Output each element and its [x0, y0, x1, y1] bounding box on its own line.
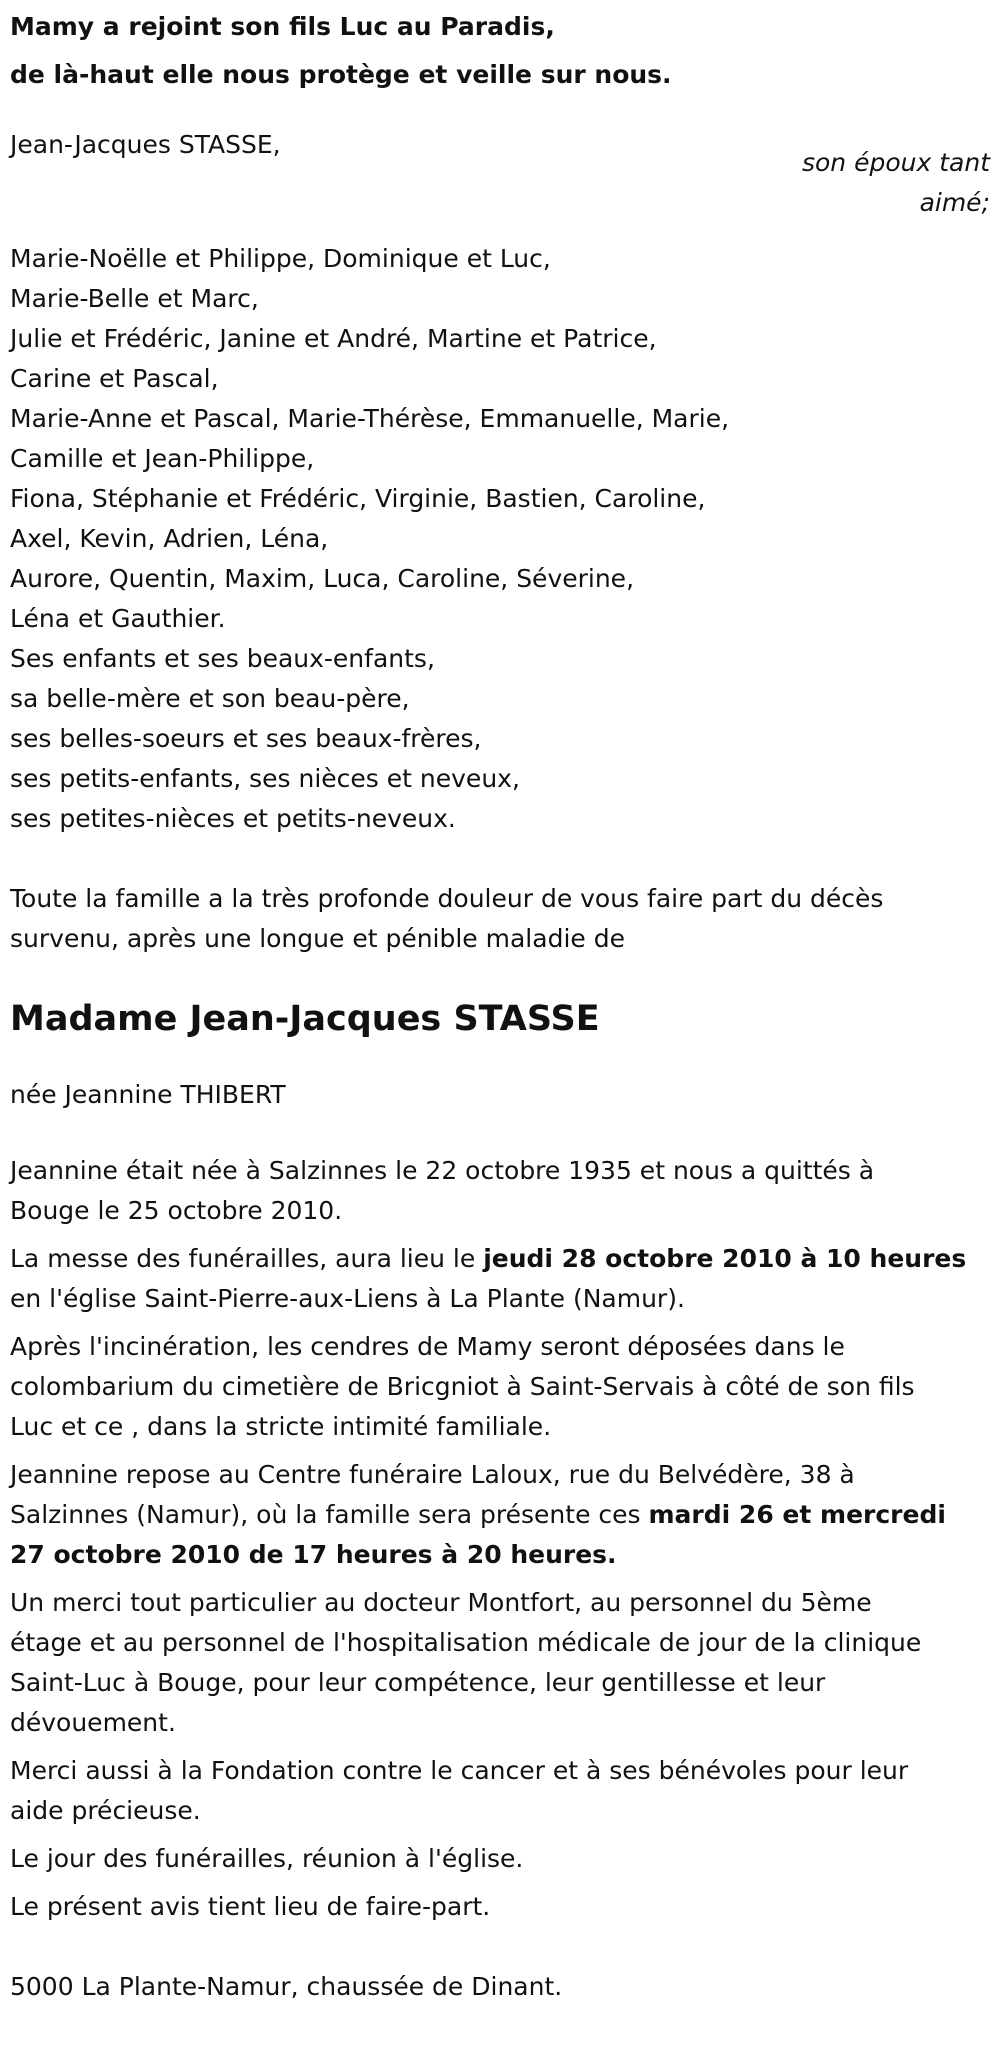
thanks-line-2: étage et au personnel de l'hospitalisation médicale de jour de la clinique [10, 1628, 922, 1657]
rest-line-2-prefix: Salzinnes (Namur), où la famille sera présente ces [10, 1500, 649, 1529]
born-line-1: Jeannine était née à Salzinnes le 22 octobre 1935 et nous a quittés à [10, 1156, 875, 1185]
address: 5000 La Plante-Namur, chaussée de Dinant. [10, 1972, 563, 2001]
ashes-line-2: colombarium du cimetière de Bricgniot à Saint-Servais à côté de son fils [10, 1372, 915, 1401]
family-line: Marie-Anne et Pascal, Marie-Thérèse, Emmanuelle, Marie, [10, 404, 730, 433]
mass-prefix: La messe des funérailles, aura lieu le [10, 1244, 484, 1273]
family-line: Julie et Frédéric, Janine et André, Martine et Patrice, [10, 324, 657, 353]
family-list [10, 239, 990, 839]
visitation-paragraph [10, 1455, 990, 1575]
obituary-document [10, 0, 990, 2007]
family-line: Léna et Gauthier. [10, 604, 226, 633]
thanks-line-4: dévouement. [10, 1708, 176, 1737]
family-line: Ses enfants et ses beaux-enfants, [10, 644, 435, 673]
family-line: Aurore, Quentin, Maxim, Luca, Caroline, Séverine, [10, 564, 635, 593]
maiden-name: née Jeannine THIBERT [10, 1080, 286, 1109]
rest-line-1: Jeannine repose au Centre funéraire Laloux, rue du Belvédère, 38 à [10, 1460, 855, 1489]
born-line-2: Bouge le 25 octobre 2010. [10, 1196, 343, 1225]
rest-line-3: 27 octobre 2010 de 17 heures à 20 heures. [10, 1540, 617, 1569]
family-line: Marie-Noëlle et Philippe, Dominique et Luc, [10, 244, 551, 273]
foundation-line-1: Merci aussi à la Fondation contre le cancer et à ses bénévoles pour leur [10, 1756, 909, 1785]
family-line: Axel, Kevin, Adrien, Léna, [10, 524, 329, 553]
ashes-line-1: Après l'incinération, les cendres de Mamy seront déposées dans le [10, 1332, 845, 1361]
ashes-paragraph [10, 1327, 990, 1447]
family-line: ses belles-soeurs et ses beaux-frères, [10, 724, 482, 753]
thanks-line-3: Saint-Luc à Bouge, pour leur compétence, leur gentillesse et leur [10, 1668, 826, 1697]
spouse-role-line-1: son époux tant [801, 148, 990, 177]
ashes-line-3: Luc et ce , dans la stricte intimité familiale. [10, 1412, 552, 1441]
death-announcement [10, 879, 990, 959]
mass-date: jeudi 28 octobre 2010 à 10 heures [483, 1244, 967, 1273]
family-line: Carine et Pascal, [10, 364, 219, 393]
deceased-name: Madame Jean-Jacques STASSE [10, 999, 600, 1039]
spouse-name: Jean-Jacques STASSE, [10, 130, 281, 159]
foundation-paragraph [10, 1751, 990, 1831]
mass-line-2: en l'église Saint-Pierre-aux-Liens à La Plante (Namur). [10, 1284, 685, 1313]
family-line: Camille et Jean-Philippe, [10, 444, 315, 473]
announce-line-1: Toute la famille a la très profonde douleur de vous faire part du décès [10, 884, 884, 913]
thanks-paragraph [10, 1583, 990, 1743]
family-line: Marie-Belle et Marc, [10, 284, 259, 313]
birth-death-paragraph [10, 1151, 990, 1231]
spouse-role-line-2: aimé; [919, 188, 990, 217]
announce-line-2: survenu, après une longue et pénible maladie de [10, 924, 625, 953]
intro-line-2: de là-haut elle nous protège et veille sur nous. [10, 60, 672, 89]
meeting-paragraph: Le jour des funérailles, réunion à l'église. [10, 1844, 524, 1873]
rest-line-2-bold: mardi 26 et mercredi [648, 1500, 946, 1529]
mass-line-1 [10, 1239, 990, 1279]
family-line: ses petites-nièces et petits-neveux. [10, 804, 456, 833]
spouse-block [10, 125, 990, 223]
family-line: Fiona, Stéphanie et Frédéric, Virginie, Bastien, Caroline, [10, 484, 706, 513]
family-line: ses petits-enfants, ses nièces et neveux, [10, 764, 520, 793]
foundation-line-2: aide précieuse. [10, 1796, 201, 1825]
thanks-line-1: Un merci tout particulier au docteur Montfort, au personnel du 5ème [10, 1588, 872, 1617]
intro-line-1: Mamy a rejoint son fils Luc au Paradis, [10, 12, 555, 41]
family-line: sa belle-mère et son beau-père, [10, 684, 410, 713]
rest-line-2 [10, 1495, 990, 1535]
notice-paragraph: Le présent avis tient lieu de faire-part. [10, 1892, 491, 1921]
funeral-mass-paragraph [10, 1239, 990, 1319]
intro-verse [10, 0, 990, 99]
